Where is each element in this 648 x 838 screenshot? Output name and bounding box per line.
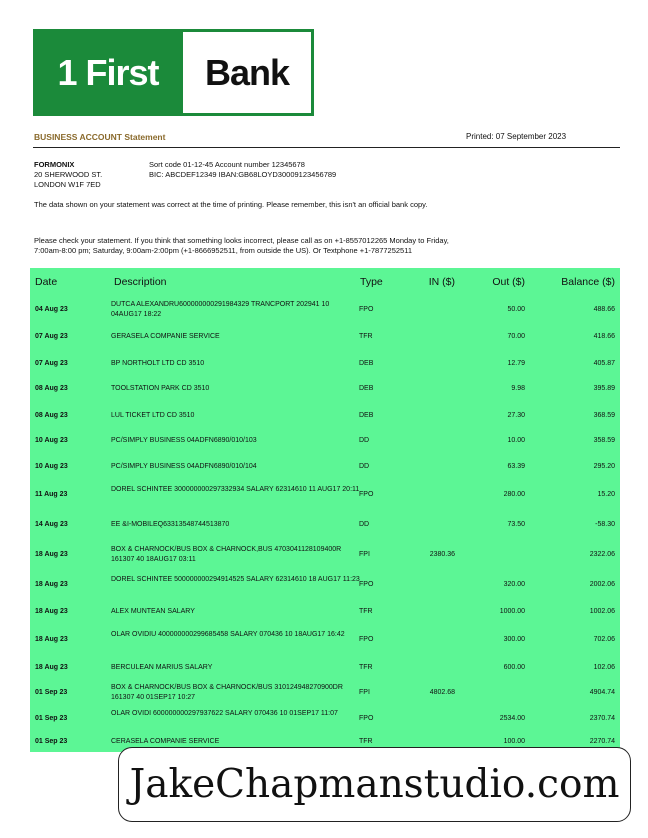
table-row: [30, 706, 620, 732]
cell-balance: 358.59: [593, 437, 615, 444]
table-row: [30, 454, 620, 480]
cell-type: FPO: [359, 491, 374, 498]
cell-description: PC/SIMPLY BUSINESS 04ADFN6890/010/104: [111, 463, 257, 470]
cell-type: TFR: [359, 608, 373, 615]
printed-date: Printed: 07 September 2023: [466, 132, 567, 141]
cell-out: 10.00: [507, 437, 525, 444]
bic-iban: BIC: ABCDEF12349 IBAN:GB68LOYD30009123456789: [149, 170, 337, 179]
cell-description: OLAR OVIDIU 400000000299685458 SALARY 070436 10 18AUG17 16:42: [111, 631, 345, 638]
table-row: [30, 351, 620, 376]
table-row: [30, 324, 620, 350]
cell-balance: 368.59: [593, 411, 615, 419]
cell-date: 14 Aug 23: [35, 520, 68, 528]
cell-balance: 2322.06: [589, 550, 615, 558]
cell-type: DD: [359, 437, 370, 444]
cell-description: DOREL SCHINTEE 300000000297332934 SALARY 62314610 11 AUG17 20:11: [111, 486, 360, 493]
cell-out: 100.00: [503, 738, 525, 745]
table-row: [30, 480, 620, 510]
cell-date: 04 Aug 23: [35, 306, 68, 313]
cell-date: 10 Aug 23: [35, 437, 68, 444]
cell-description: LUL TICKET LTD CD 3510: [111, 411, 195, 419]
cell-in: 4802.68: [429, 689, 455, 696]
cell-out: 73.50: [507, 520, 525, 528]
cell-out: 70.00: [507, 333, 525, 340]
cell-description: OLAR OVIDI 600000000297937622 SALARY 070436 10 01SEP17 11:07: [111, 710, 338, 717]
cell-type: DEB: [359, 359, 374, 367]
cell-balance: 1002.06: [589, 608, 615, 615]
cell-description: CERASELA COMPANIE SERVICE: [111, 738, 220, 745]
watermark: JakeChapmanstudio.com: [118, 747, 631, 822]
cell-description: BOX & CHARNOCK/BUS BOX & CHARNOCK/BUS 310124948270900DR 161307 40 01SEP17 10:27: [111, 684, 343, 701]
cell-type: FPI: [359, 550, 370, 558]
cell-description: DOREL SCHINTEE 500000000294914525 SALARY 62314610 18 AUG17 11:23: [111, 575, 360, 583]
cell-type: FPO: [359, 636, 374, 643]
cell-out: 12.79: [507, 359, 525, 367]
logo-bank: Bank: [183, 32, 311, 113]
cell-description: ALEX MUNTEAN SALARY: [111, 608, 195, 615]
header-in: IN ($): [428, 276, 455, 288]
table-row: [30, 376, 620, 402]
printing-notice: The data shown on your statement was correct at the time of printing. Please remember, this isn't an official bank copy.: [34, 200, 428, 209]
cell-balance: 395.89: [593, 385, 615, 392]
cell-type: FPO: [359, 580, 374, 588]
cell-description: DUTCA ALEXANDRU600000000291984329 TRANCPORT 202941 10 04AUG17 18:22: [111, 301, 330, 318]
cell-balance: 2270.74: [589, 738, 615, 745]
cell-balance: 15.20: [597, 491, 615, 498]
cell-out: 600.00: [503, 663, 525, 671]
cell-date: 18 Aug 23: [35, 636, 68, 643]
bank-logo: [33, 29, 314, 116]
sort-code-account: Sort code 01-12-45 Account number 12345678: [149, 160, 305, 169]
header-type: Type: [360, 276, 383, 288]
table-row: [30, 570, 620, 599]
cell-out: 27.30: [507, 411, 525, 419]
header-balance: Balance ($): [561, 276, 615, 288]
customer-address: [34, 160, 102, 190]
cell-date: 01 Sep 23: [35, 738, 68, 745]
cell-date: 01 Sep 23: [35, 689, 68, 696]
check-notice: Please check your statement. If you think that something looks incorrect, please call as on +1-8557012265 Monday to Friday, 7:00am-8:00 pm; Saturday, 9:00am-2:00pm (+1-8666952511, from outside the US). Or Textphone +1-7877252511: [34, 236, 449, 255]
cell-out: 63.39: [507, 463, 525, 470]
table-row: [30, 428, 620, 454]
table-row: [30, 297, 620, 323]
transactions-table: [30, 268, 620, 752]
customer-name: FORMONIX: [34, 160, 75, 169]
cell-date: 08 Aug 23: [35, 385, 68, 392]
cell-type: DD: [359, 463, 370, 470]
cell-type: TFR: [359, 738, 373, 745]
address-line-1: 20 SHERWOOD ST.: [34, 170, 103, 179]
address-line-2: LONDON W1F 7ED: [34, 180, 101, 189]
table-row: [30, 625, 620, 655]
cell-date: 10 Aug 23: [35, 463, 68, 470]
cell-balance: 295.20: [593, 463, 615, 470]
cell-description: BOX & CHARNOCK/BUS BOX & CHARNOCK,BUS 4703041128109400R 161307 40 18AUG17 03:11: [111, 545, 342, 563]
cell-date: 18 Aug 23: [35, 608, 68, 615]
cell-date: 18 Aug 23: [35, 550, 68, 558]
cell-type: FPI: [359, 689, 370, 696]
cell-type: DEB: [359, 385, 374, 392]
cell-balance: 418.66: [593, 333, 615, 340]
cell-description: EE &I-MOBILEQ63313548744513870: [111, 520, 230, 528]
table-row: [30, 655, 620, 680]
table-row: [30, 680, 620, 706]
cell-balance: 405.87: [593, 359, 615, 367]
account-details: [149, 160, 336, 180]
table-row: [30, 599, 620, 625]
cell-out: 320.00: [503, 580, 525, 588]
cell-description: PC/SIMPLY BUSINESS 04ADFN6890/010/103: [111, 437, 257, 444]
cell-date: 08 Aug 23: [35, 411, 68, 419]
cell-description: BERCULEAN MARIUS SALARY: [111, 663, 213, 671]
header-description: Description: [114, 276, 167, 288]
cell-type: DEB: [359, 411, 374, 419]
cell-description: BP NORTHOLT LTD CD 3510: [111, 359, 205, 367]
cell-date: 11 Aug 23: [35, 491, 68, 498]
header-divider: [33, 147, 620, 148]
cell-balance: -58.30: [595, 520, 615, 528]
table-row: [30, 539, 620, 570]
cell-out: 280.00: [503, 491, 525, 498]
cell-in: 2380.36: [429, 550, 455, 558]
cell-balance: 102.06: [593, 663, 615, 671]
header-out: Out ($): [492, 276, 525, 288]
cell-balance: 2370.74: [589, 715, 615, 722]
header-date: Date: [35, 276, 58, 288]
cell-type: TFR: [359, 663, 373, 671]
cell-date: 07 Aug 23: [35, 333, 68, 340]
cell-date: 01 Sep 23: [35, 715, 68, 722]
cell-date: 18 Aug 23: [35, 663, 68, 671]
cell-balance: 702.06: [593, 636, 615, 643]
logo-first: 1 First: [57, 52, 159, 93]
cell-out: 2534.00: [499, 715, 525, 722]
cell-type: FPO: [359, 306, 374, 313]
cell-balance: 4904.74: [589, 689, 615, 696]
cell-date: 18 Aug 23: [35, 580, 68, 588]
statement-title: BUSINESS ACCOUNT Statement: [34, 132, 166, 142]
table-row: [30, 510, 620, 539]
cell-description: GERASELA COMPANIE SERVICE: [111, 333, 220, 340]
cell-out: 1000.00: [499, 608, 525, 615]
cell-balance: 488.66: [593, 306, 615, 313]
cell-balance: 2002.06: [589, 580, 615, 588]
table-header: [30, 268, 620, 294]
cell-type: FPO: [359, 715, 374, 722]
cell-description: TOOLSTATION PARK CD 3510: [111, 385, 210, 392]
cell-type: DD: [359, 520, 370, 528]
cell-out: 9.98: [511, 385, 525, 392]
table-row: [30, 403, 620, 428]
cell-type: TFR: [359, 333, 373, 340]
cell-out: 50.00: [507, 306, 525, 313]
cell-date: 07 Aug 23: [35, 359, 68, 367]
cell-out: 300.00: [503, 636, 525, 643]
